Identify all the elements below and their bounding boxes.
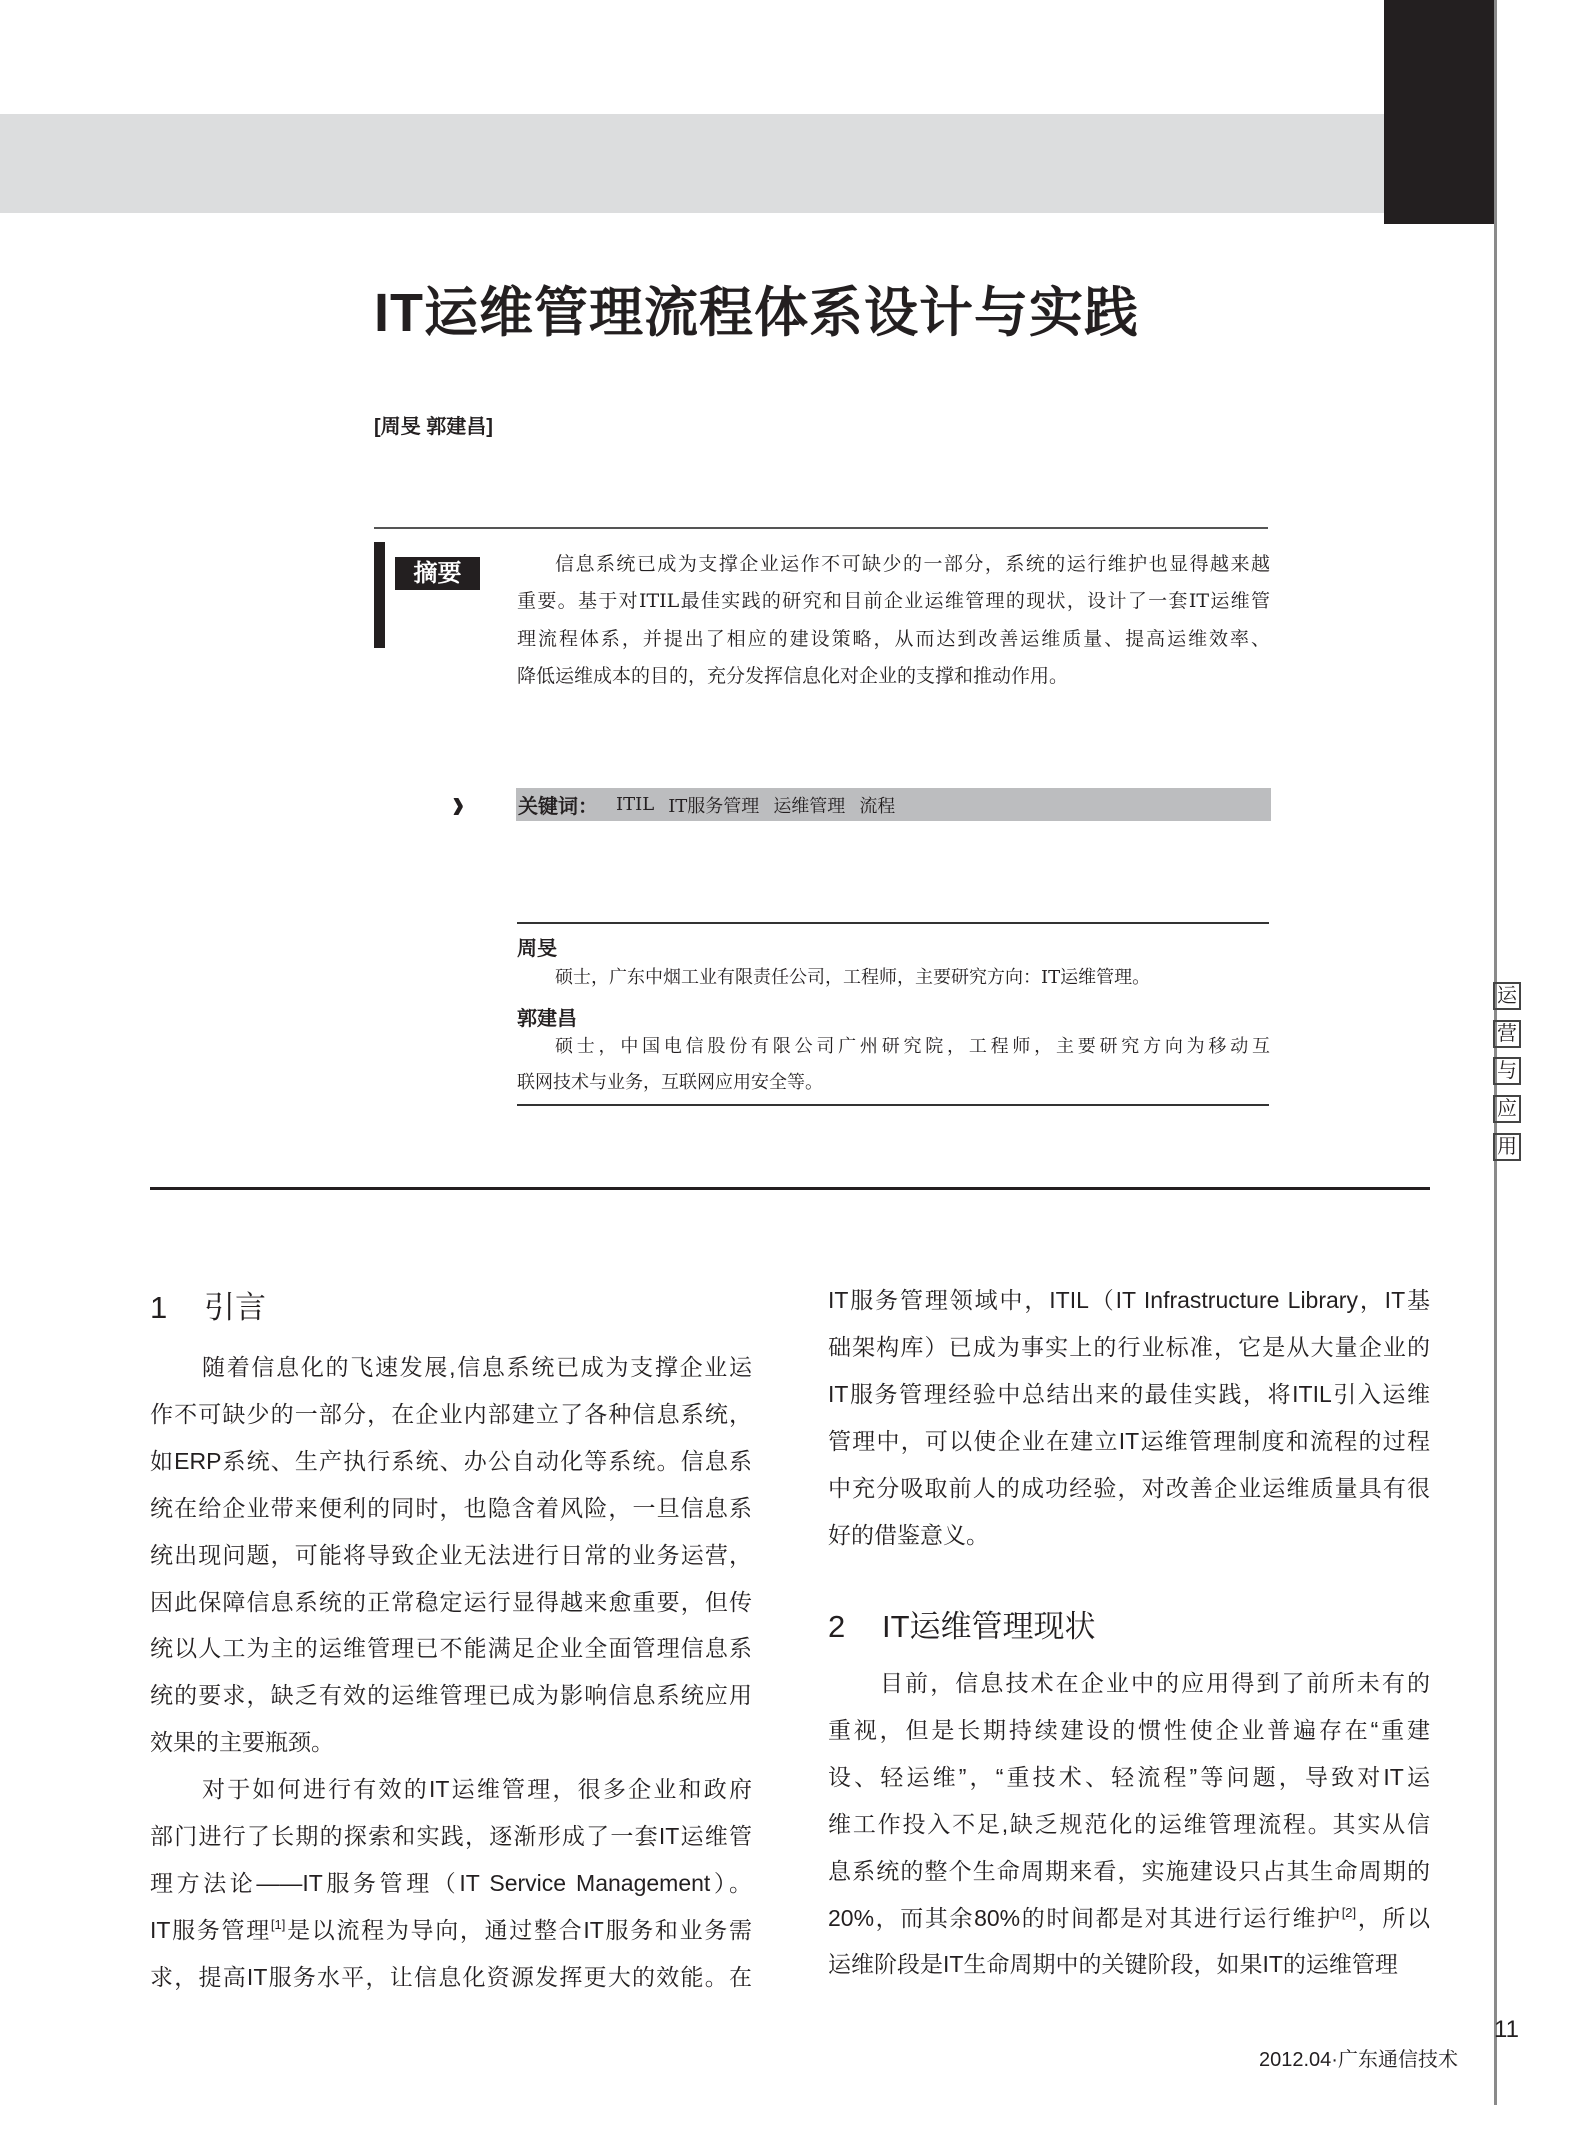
body-line (828, 1801, 1430, 1848)
keyword: 流程 (859, 795, 896, 817)
article-title: IT运维管理流程体系设计与实践 (374, 283, 1139, 343)
bio-text: 硕士，广东中烟工业有限责任公司，工程师，主要研究方向：IT运维管理。 (555, 967, 1151, 988)
bio-text: 硕士，中国电信股份有限公司广州研究院，工程师，主要研究方向为移动互 (555, 1036, 1270, 1057)
text-run: 作不可缺少的一部分，在企业内部建立了各种信息系统， (150, 1400, 752, 1427)
side-tab-char: 应 (1493, 1095, 1521, 1123)
section-number: 2 (828, 1609, 846, 1644)
text-run: 统的要求，缺乏有效的运维管理已成为影响信息系统应用 (150, 1682, 752, 1709)
header-black-block (1384, 0, 1495, 224)
side-tab-char: 与 (1493, 1057, 1521, 1085)
bio-name: 郭建昌 (517, 1008, 577, 1030)
body-line (150, 1954, 752, 2001)
abstract-line: 信息系统已成为支撑企业运作不可缺少的一部分，系统的运行维护也显得越来越 (555, 553, 1270, 575)
body-line (828, 1324, 1430, 1371)
text-run: 中充分吸取前人的成功经验，对改善企业运维质量具有很 (828, 1474, 1430, 1501)
abstract-line: 重要。基于对ITIL最佳实践的研究和目前企业运维管理的现状，设计了一套IT运维管 (517, 590, 1270, 613)
section-number: 1 (150, 1290, 168, 1325)
text-run: IT服务管理经验中总结出来的最佳实践，将ITIL引入运维 (828, 1380, 1430, 1407)
text-run: 求，提高IT服务水平，让信息化资源发挥更大的效能。在 (150, 1963, 752, 1990)
bio-name: 周旻 (517, 938, 557, 960)
body-line (828, 1371, 1430, 1418)
abstract-label: 摘要 (395, 557, 480, 590)
text-run: 部门进行了长期的探索和实践，逐渐形成了一套IT运维管 (150, 1823, 752, 1849)
body-line (828, 1707, 1430, 1754)
body-line (150, 1579, 752, 1626)
keyword: ITIL (616, 794, 655, 815)
abstract-top-rule (374, 527, 1268, 529)
article-authors: [周旻 郭建昌] (374, 416, 493, 438)
bio-text: 联网技术与业务，互联网应用安全等。 (517, 1072, 823, 1093)
body-line (150, 1344, 752, 1391)
page-number: 11 (1494, 2016, 1519, 2043)
text-run: 因此保障信息系统的正常稳定运行显得越来愈重要，但传 (150, 1588, 752, 1615)
body-line (828, 1277, 1430, 1324)
text-run: 重视，但是长期持续建设的惯性使企业普遍存在“重建 (828, 1716, 1430, 1743)
body-line (150, 1532, 752, 1579)
text-run: 息系统的整个生命周期来看，实施建设只占其生命周期的 (828, 1857, 1430, 1884)
side-tab-char: 用 (1493, 1133, 1521, 1161)
text-run: 础架构库）已成为事实上的行业标准，它是从大量企业的 (828, 1333, 1430, 1360)
body-line (828, 1465, 1430, 1512)
text-run: 是以流程为导向，通过整合IT服务和业务需 (285, 1916, 752, 1943)
text-run: 统以人工为主的运维管理已不能满足企业全面管理信息系 (150, 1635, 752, 1662)
body-line (150, 1485, 752, 1532)
section-divider (150, 1187, 1430, 1190)
text-run: IT服务管理 (150, 1916, 271, 1943)
body-line (150, 1672, 752, 1719)
bio-top-rule (517, 922, 1269, 924)
body-line (150, 1391, 752, 1438)
text-run: 管理中，可以使企业在建立IT运维管理制度和流程的过程 (828, 1427, 1430, 1454)
body-line (828, 1754, 1430, 1801)
text-run: 理方法论——IT服务管理（IT Service Management）。 (150, 1869, 752, 1896)
citation-ref: [1] (270, 1916, 286, 1932)
text-run: 目前，信息技术在企业中的应用得到了前所未有的 (880, 1670, 1430, 1696)
body-line (150, 1860, 752, 1907)
body-line (828, 1660, 1430, 1707)
text-run: 如ERP系统、生产执行系统、办公自动化等系统。信息系 (150, 1447, 752, 1474)
keyword: IT服务管理 (668, 795, 760, 817)
abstract-line: 降低运维成本的目的，充分发挥信息化对企业的支撑和推动作用。 (517, 664, 1069, 687)
text-run: 对于如何进行有效的IT运维管理，很多企业和政府 (202, 1776, 752, 1803)
body-line (828, 1418, 1430, 1465)
abstract-accent-bar (374, 542, 385, 648)
text-run: 随着信息化的飞速发展,信息系统已成为支撑企业运 (202, 1354, 752, 1380)
text-run: 统在给企业带来便利的同时，也隐含着风险，一旦信息系 (150, 1494, 752, 1521)
bio-bottom-rule (517, 1104, 1269, 1106)
body-line (150, 1813, 752, 1860)
margin-line (1494, 0, 1497, 2105)
text-run: IT服务管理领域中，ITIL（IT Infrastructure Library，IT基 (828, 1287, 1430, 1313)
body-line (150, 1438, 752, 1485)
keywords-bar (516, 788, 1271, 821)
body-line (828, 1941, 1430, 1988)
body-line (828, 1848, 1430, 1895)
double-chevron-icon: ›› (452, 779, 454, 828)
text-run: ，所以 (1356, 1904, 1430, 1931)
text-run: 效果的主要瓶颈。 (150, 1729, 334, 1756)
keywords-label: 关键词： (518, 796, 598, 818)
body-line (150, 1719, 752, 1766)
footer-journal: 2012.04·广东通信技术 (1259, 2049, 1458, 2071)
text-run: 好的借鉴意义。 (828, 1521, 989, 1548)
text-run: 维工作投入不足,缺乏规范化的运维管理流程。其实从信 (828, 1810, 1430, 1837)
section-heading-2 (828, 1601, 1096, 1646)
text-run: 统出现问题，可能将导致企业无法进行日常的业务运营， (150, 1541, 752, 1568)
keyword: 运维管理 (773, 795, 846, 817)
text-run: 运维阶段是IT生命周期中的关键阶段，如果IT的运维管理 (828, 1951, 1398, 1978)
body-line (828, 1895, 1430, 1942)
body-line (150, 1766, 752, 1813)
abstract-line: 理流程体系，并提出了相应的建设策略，从而达到改善运维质量、提高运维效率、 (517, 627, 1270, 650)
citation-ref: [2] (1341, 1904, 1357, 1920)
section-heading-1 (150, 1282, 266, 1327)
side-tab-char: 营 (1493, 1020, 1521, 1048)
side-tab-char: 运 (1493, 982, 1521, 1010)
text-run: 20%，而其余80%的时间都是对其进行运行维护 (828, 1904, 1342, 1931)
section-title: 引言 (204, 1290, 266, 1325)
body-line (150, 1625, 752, 1672)
body-line (150, 1907, 752, 1954)
section-title: IT运维管理现状 (882, 1609, 1096, 1644)
text-run: 设、轻运维”，“重技术、轻流程”等问题，导致对IT运 (828, 1763, 1430, 1790)
header-band (0, 114, 1384, 213)
body-line (828, 1512, 1430, 1559)
